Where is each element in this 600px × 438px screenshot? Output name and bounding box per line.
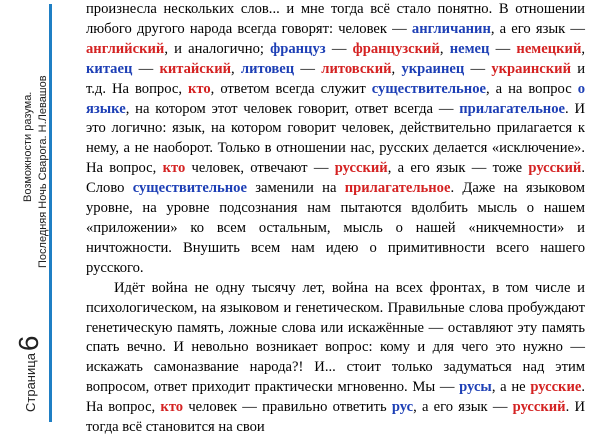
text-run: ,	[581, 40, 586, 57]
text-run: . Даже на языковом уровне, на уровне подсознания нам пытаются вдолбить мысль о нашем «приложении» ко всем остальным, мысль о нашей «никчемности» и ничтожности. Внушить всем нам идею о примитивности всего нашего русского.	[86, 180, 585, 276]
highlight-red: французский	[352, 40, 440, 57]
highlight-blue: немец	[449, 40, 490, 57]
text-run: . Слово	[86, 160, 585, 197]
text-run: , а его язык —	[490, 20, 585, 37]
highlight-blue: прилагательное	[459, 100, 565, 117]
highlight-blue: существительное	[371, 80, 486, 97]
text-run: —	[294, 60, 322, 77]
highlight-blue: китаец	[86, 60, 133, 77]
text-run: Идёт война не одну тысячу лет, война на всех фронтах, в том числе и психологическом, на языковом и генетическом. Правильные слова пробуждают генетическую память, ложные слова или искажённые — оставляют эту память спать вечно. И невольно возникает вопрос: кому и для чего это нужно — искажать самоназвание народа?! И... стоит только задуматься над этим вопросом, ответ приходит практически мгновенно. Мы —	[86, 279, 585, 396]
highlight-red: кто	[187, 80, 211, 97]
text-run: , а на вопрос	[485, 80, 578, 97]
highlight-red: литовский	[321, 60, 392, 77]
text-run: . И тогда всё становится на свои	[86, 399, 585, 436]
text-run: заменили на	[246, 180, 345, 197]
highlight-red: немецкий	[516, 40, 582, 57]
highlight-red: русский	[512, 399, 566, 416]
text-run: —	[489, 40, 517, 57]
text-run: , а его язык — тоже	[387, 160, 529, 177]
text-run: , ответом всегда служит	[210, 80, 372, 97]
book-title-line2: Последняя Ночь Сварога. Н.Левашов	[37, 75, 49, 268]
text-run: —	[464, 60, 492, 77]
text-run: , и аналогично;	[164, 40, 271, 57]
highlight-red: русский	[334, 160, 388, 177]
highlight-red: прилагательное	[344, 180, 451, 197]
text-run: ,	[439, 40, 450, 57]
highlight-blue: англичанин	[411, 20, 491, 37]
highlight-red: английский	[86, 40, 165, 57]
document-body	[86, 0, 585, 438]
text-run: ,	[231, 60, 241, 77]
highlight-blue: существительное	[132, 180, 247, 197]
text-run: человек — правильно ответить	[183, 399, 392, 416]
text-run: , а не	[491, 379, 531, 396]
page-label: Страница	[23, 353, 38, 412]
text-run: . На вопрос,	[86, 379, 586, 416]
text-run: человек, отвечают —	[185, 160, 335, 177]
highlight-blue: француз	[270, 40, 326, 57]
paragraph-2	[86, 279, 585, 438]
text-run: . И это логично: язык, на котором говорит человек, действительно прилагается к нему, а не наоборот. Только в отношении нас, русских делается «исключение». На вопрос,	[86, 100, 585, 177]
text-run: —	[132, 60, 160, 77]
text-run: —	[325, 40, 353, 57]
page-indicator	[10, 336, 42, 413]
highlight-red: кто	[162, 160, 186, 177]
text-run: ,	[391, 60, 402, 77]
highlight-red: русский	[528, 160, 582, 177]
book-title-line1: Возможности разума.	[22, 91, 34, 202]
page-number: 6	[13, 335, 44, 352]
sidebar	[0, 0, 55, 423]
highlight-blue: рус	[391, 399, 414, 416]
text-run: , а его язык —	[413, 399, 513, 416]
highlight-blue: украинец	[401, 60, 465, 77]
highlight-red: китайский	[159, 60, 232, 77]
highlight-blue: литовец	[240, 60, 295, 77]
highlight-blue: русы	[459, 379, 492, 396]
text-run: и т.д. На вопрос,	[86, 60, 586, 97]
paragraph-1	[86, 0, 585, 279]
highlight-blue: о языке	[86, 80, 585, 117]
text-run: произнесла нескольких слов... и мне тогда всё стало понятно. В отношении любого другого народа всегда говорят: человек —	[86, 1, 585, 37]
highlight-red: кто	[160, 399, 184, 416]
text-run: , на котором этот человек говорит, ответ всегда —	[125, 100, 460, 117]
highlight-red: русские	[530, 379, 582, 396]
highlight-red: украинский	[491, 60, 571, 77]
